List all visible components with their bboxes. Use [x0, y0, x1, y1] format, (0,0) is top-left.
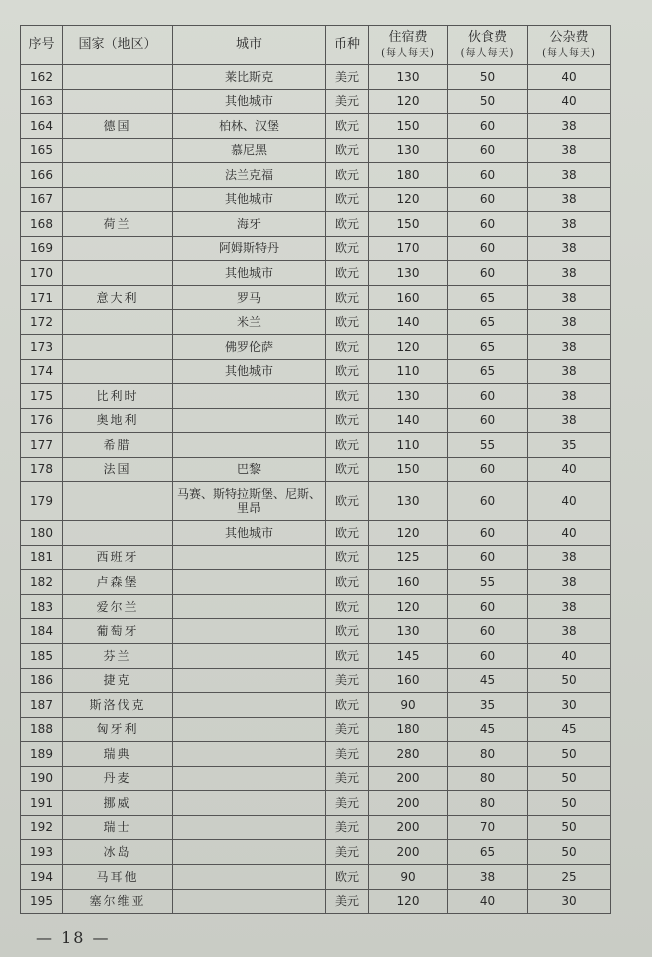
table-row: [21, 212, 611, 237]
header-food-sub: (每人每天): [460, 47, 515, 59]
city-cell: 其他城市: [173, 359, 326, 384]
lodging-cell: 145: [369, 644, 448, 669]
country-cell: 比利时: [63, 384, 173, 409]
city-cell: [173, 693, 326, 718]
city-cell: 其他城市: [173, 261, 326, 286]
country-cell: 丹麦: [63, 766, 173, 791]
city-cell: [173, 889, 326, 914]
food-cell: 60: [448, 384, 528, 409]
seq-cell: 178: [21, 457, 63, 482]
food-cell: 40: [448, 889, 528, 914]
table-row: [21, 187, 611, 212]
lodging-cell: 120: [369, 187, 448, 212]
header-food-label: 伙食费: [467, 30, 507, 46]
seq-cell: 166: [21, 163, 63, 188]
currency-cell: 欧元: [326, 408, 369, 433]
country-cell: 荷兰: [63, 212, 173, 237]
seq-cell: 162: [21, 65, 63, 90]
city-cell: 柏林、汉堡: [173, 114, 326, 139]
food-cell: 60: [448, 521, 528, 546]
currency-cell: 美元: [326, 668, 369, 693]
table-row: [21, 521, 611, 546]
country-cell: [63, 138, 173, 163]
lodging-cell: 130: [369, 65, 448, 90]
food-cell: 60: [448, 163, 528, 188]
country-cell: [63, 65, 173, 90]
header-country: 国家（地区）: [63, 26, 173, 65]
header-lodging: [369, 26, 448, 65]
food-cell: 80: [448, 742, 528, 767]
food-cell: 45: [448, 717, 528, 742]
misc-cell: 38: [528, 570, 611, 595]
table-row: [21, 408, 611, 433]
misc-cell: 25: [528, 864, 611, 889]
food-cell: 55: [448, 570, 528, 595]
currency-cell: 欧元: [326, 359, 369, 384]
seq-cell: 175: [21, 384, 63, 409]
city-cell: 米兰: [173, 310, 326, 335]
lodging-cell: 130: [369, 138, 448, 163]
header-seq: 序号: [21, 26, 63, 65]
country-cell: 西班牙: [63, 545, 173, 570]
seq-cell: 174: [21, 359, 63, 384]
seq-cell: 190: [21, 766, 63, 791]
food-cell: 60: [448, 236, 528, 261]
food-cell: 70: [448, 815, 528, 840]
lodging-cell: 200: [369, 840, 448, 865]
table-row: [21, 433, 611, 458]
misc-cell: 40: [528, 521, 611, 546]
currency-cell: 欧元: [326, 521, 369, 546]
seq-cell: 180: [21, 521, 63, 546]
table-row: [21, 889, 611, 914]
table-row: [21, 717, 611, 742]
table-row: [21, 644, 611, 669]
food-cell: 60: [448, 545, 528, 570]
table-row: [21, 163, 611, 188]
city-cell: 其他城市: [173, 187, 326, 212]
table-row: [21, 619, 611, 644]
city-cell: [173, 668, 326, 693]
table-row: [21, 742, 611, 767]
currency-cell: 欧元: [326, 261, 369, 286]
table-row: [21, 693, 611, 718]
seq-cell: 184: [21, 619, 63, 644]
lodging-cell: 130: [369, 619, 448, 644]
seq-cell: 177: [21, 433, 63, 458]
food-cell: 60: [448, 644, 528, 669]
seq-cell: 183: [21, 594, 63, 619]
table-row: [21, 114, 611, 139]
food-cell: 60: [448, 114, 528, 139]
country-cell: [63, 359, 173, 384]
city-cell: [173, 766, 326, 791]
seq-cell: 171: [21, 285, 63, 310]
country-cell: 挪威: [63, 791, 173, 816]
currency-cell: 欧元: [326, 335, 369, 360]
city-cell: [173, 742, 326, 767]
misc-cell: 38: [528, 163, 611, 188]
currency-cell: 欧元: [326, 644, 369, 669]
food-cell: 65: [448, 359, 528, 384]
table-row: [21, 236, 611, 261]
food-cell: 60: [448, 594, 528, 619]
city-cell: 罗马: [173, 285, 326, 310]
table-row: [21, 285, 611, 310]
currency-cell: 美元: [326, 65, 369, 90]
country-cell: [63, 482, 173, 521]
country-cell: [63, 521, 173, 546]
city-cell: 马赛、斯特拉斯堡、尼斯、里昂: [173, 482, 326, 521]
travel-allowance-table: [20, 25, 611, 914]
lodging-cell: 130: [369, 482, 448, 521]
seq-cell: 187: [21, 693, 63, 718]
currency-cell: 欧元: [326, 163, 369, 188]
food-cell: 60: [448, 261, 528, 286]
table-row: [21, 594, 611, 619]
lodging-cell: 150: [369, 114, 448, 139]
currency-cell: 欧元: [326, 457, 369, 482]
misc-cell: 38: [528, 359, 611, 384]
currency-cell: 欧元: [326, 594, 369, 619]
currency-cell: 欧元: [326, 864, 369, 889]
city-cell: [173, 545, 326, 570]
city-cell: [173, 644, 326, 669]
currency-cell: 美元: [326, 766, 369, 791]
currency-cell: 美元: [326, 89, 369, 114]
food-cell: 45: [448, 668, 528, 693]
country-cell: 奥地利: [63, 408, 173, 433]
city-cell: 佛罗伦萨: [173, 335, 326, 360]
country-cell: 斯洛伐克: [63, 693, 173, 718]
misc-cell: 30: [528, 889, 611, 914]
seq-cell: 165: [21, 138, 63, 163]
currency-cell: 美元: [326, 791, 369, 816]
food-cell: 80: [448, 791, 528, 816]
misc-cell: 38: [528, 335, 611, 360]
misc-cell: 38: [528, 310, 611, 335]
table-row: [21, 791, 611, 816]
table-row: [21, 359, 611, 384]
lodging-cell: 140: [369, 408, 448, 433]
country-cell: 意大利: [63, 285, 173, 310]
seq-cell: 191: [21, 791, 63, 816]
lodging-cell: 140: [369, 310, 448, 335]
table-row: [21, 65, 611, 90]
table-row: [21, 457, 611, 482]
city-cell: [173, 791, 326, 816]
country-cell: 法国: [63, 457, 173, 482]
country-cell: 葡萄牙: [63, 619, 173, 644]
lodging-cell: 120: [369, 89, 448, 114]
table-row: [21, 864, 611, 889]
currency-cell: 欧元: [326, 433, 369, 458]
country-cell: 塞尔维亚: [63, 889, 173, 914]
country-cell: 冰岛: [63, 840, 173, 865]
header-lodging-sub: (每人每天): [381, 47, 435, 59]
seq-cell: 169: [21, 236, 63, 261]
table-row: [21, 668, 611, 693]
seq-cell: 170: [21, 261, 63, 286]
misc-cell: 30: [528, 693, 611, 718]
seq-cell: 195: [21, 889, 63, 914]
country-cell: 瑞典: [63, 742, 173, 767]
misc-cell: 38: [528, 285, 611, 310]
country-cell: [63, 310, 173, 335]
city-cell: 阿姆斯特丹: [173, 236, 326, 261]
seq-cell: 176: [21, 408, 63, 433]
misc-cell: 40: [528, 65, 611, 90]
seq-cell: 186: [21, 668, 63, 693]
lodging-cell: 120: [369, 521, 448, 546]
table-row: [21, 138, 611, 163]
lodging-cell: 280: [369, 742, 448, 767]
misc-cell: 38: [528, 384, 611, 409]
food-cell: 60: [448, 457, 528, 482]
table-header-row: [21, 26, 611, 65]
city-cell: [173, 570, 326, 595]
city-cell: [173, 433, 326, 458]
seq-cell: 188: [21, 717, 63, 742]
currency-cell: 美元: [326, 742, 369, 767]
food-cell: 60: [448, 408, 528, 433]
food-cell: 80: [448, 766, 528, 791]
seq-cell: 181: [21, 545, 63, 570]
currency-cell: 美元: [326, 717, 369, 742]
misc-cell: 38: [528, 187, 611, 212]
food-cell: 60: [448, 187, 528, 212]
country-cell: 匈牙利: [63, 717, 173, 742]
country-cell: 卢森堡: [63, 570, 173, 595]
seq-cell: 182: [21, 570, 63, 595]
lodging-cell: 125: [369, 545, 448, 570]
table-row: [21, 335, 611, 360]
lodging-cell: 200: [369, 791, 448, 816]
header-misc: [528, 26, 611, 65]
seq-cell: 192: [21, 815, 63, 840]
currency-cell: 欧元: [326, 212, 369, 237]
currency-cell: 欧元: [326, 187, 369, 212]
currency-cell: 欧元: [326, 236, 369, 261]
misc-cell: 50: [528, 840, 611, 865]
currency-cell: 欧元: [326, 310, 369, 335]
lodging-cell: 180: [369, 163, 448, 188]
currency-cell: 欧元: [326, 482, 369, 521]
misc-cell: 50: [528, 766, 611, 791]
currency-cell: 美元: [326, 840, 369, 865]
country-cell: [63, 163, 173, 188]
currency-cell: 美元: [326, 815, 369, 840]
food-cell: 65: [448, 310, 528, 335]
food-cell: 60: [448, 482, 528, 521]
currency-cell: 欧元: [326, 384, 369, 409]
currency-cell: 欧元: [326, 619, 369, 644]
misc-cell: 40: [528, 644, 611, 669]
lodging-cell: 160: [369, 668, 448, 693]
city-cell: [173, 408, 326, 433]
misc-cell: 38: [528, 545, 611, 570]
currency-cell: 欧元: [326, 285, 369, 310]
misc-cell: 38: [528, 408, 611, 433]
city-cell: [173, 717, 326, 742]
table-row: [21, 570, 611, 595]
city-cell: [173, 864, 326, 889]
food-cell: 38: [448, 864, 528, 889]
misc-cell: 38: [528, 619, 611, 644]
table-row: [21, 545, 611, 570]
table-row: [21, 840, 611, 865]
lodging-cell: 160: [369, 285, 448, 310]
lodging-cell: 110: [369, 359, 448, 384]
food-cell: 60: [448, 619, 528, 644]
seq-cell: 173: [21, 335, 63, 360]
city-cell: 慕尼黑: [173, 138, 326, 163]
lodging-cell: 160: [369, 570, 448, 595]
misc-cell: 38: [528, 138, 611, 163]
lodging-cell: 120: [369, 889, 448, 914]
lodging-cell: 180: [369, 717, 448, 742]
table-row: [21, 482, 611, 521]
header-food: [448, 26, 528, 65]
misc-cell: 50: [528, 742, 611, 767]
misc-cell: 40: [528, 482, 611, 521]
city-cell: 其他城市: [173, 89, 326, 114]
currency-cell: 欧元: [326, 570, 369, 595]
city-cell: [173, 619, 326, 644]
table-row: [21, 89, 611, 114]
header-city: 城市: [173, 26, 326, 65]
table-row: [21, 261, 611, 286]
misc-cell: 40: [528, 457, 611, 482]
city-cell: [173, 815, 326, 840]
seq-cell: 189: [21, 742, 63, 767]
country-cell: [63, 236, 173, 261]
food-cell: 65: [448, 285, 528, 310]
header-lodging-label: 住宿费: [388, 30, 428, 46]
misc-cell: 50: [528, 815, 611, 840]
lodging-cell: 130: [369, 261, 448, 286]
country-cell: [63, 89, 173, 114]
table-row: [21, 766, 611, 791]
misc-cell: 35: [528, 433, 611, 458]
seq-cell: 194: [21, 864, 63, 889]
country-cell: 瑞士: [63, 815, 173, 840]
currency-cell: 欧元: [326, 114, 369, 139]
food-cell: 60: [448, 138, 528, 163]
misc-cell: 38: [528, 236, 611, 261]
food-cell: 50: [448, 65, 528, 90]
city-cell: [173, 384, 326, 409]
table-body: [21, 65, 611, 914]
lodging-cell: 120: [369, 594, 448, 619]
lodging-cell: 200: [369, 766, 448, 791]
city-cell: 莱比斯克: [173, 65, 326, 90]
misc-cell: 50: [528, 668, 611, 693]
food-cell: 35: [448, 693, 528, 718]
city-cell: 法兰克福: [173, 163, 326, 188]
food-cell: 65: [448, 335, 528, 360]
currency-cell: 欧元: [326, 138, 369, 163]
misc-cell: 38: [528, 261, 611, 286]
table-row: [21, 815, 611, 840]
seq-cell: 167: [21, 187, 63, 212]
currency-cell: 美元: [326, 889, 369, 914]
header-misc-sub: (每人每天): [542, 47, 596, 59]
seq-cell: 163: [21, 89, 63, 114]
seq-cell: 168: [21, 212, 63, 237]
lodging-cell: 90: [369, 693, 448, 718]
country-cell: [63, 335, 173, 360]
country-cell: [63, 261, 173, 286]
food-cell: 65: [448, 840, 528, 865]
currency-cell: 欧元: [326, 693, 369, 718]
country-cell: [63, 187, 173, 212]
city-cell: 其他城市: [173, 521, 326, 546]
table-row: [21, 384, 611, 409]
country-cell: 德国: [63, 114, 173, 139]
misc-cell: 38: [528, 114, 611, 139]
currency-cell: 欧元: [326, 545, 369, 570]
lodging-cell: 120: [369, 335, 448, 360]
lodging-cell: 90: [369, 864, 448, 889]
header-currency: 币种: [326, 26, 369, 65]
food-cell: 50: [448, 89, 528, 114]
table-row: [21, 310, 611, 335]
country-cell: 芬兰: [63, 644, 173, 669]
lodging-cell: 130: [369, 384, 448, 409]
seq-cell: 164: [21, 114, 63, 139]
food-cell: 55: [448, 433, 528, 458]
lodging-cell: 110: [369, 433, 448, 458]
misc-cell: 38: [528, 594, 611, 619]
city-cell: [173, 594, 326, 619]
lodging-cell: 150: [369, 212, 448, 237]
food-cell: 60: [448, 212, 528, 237]
seq-cell: 193: [21, 840, 63, 865]
city-cell: 海牙: [173, 212, 326, 237]
country-cell: 爱尔兰: [63, 594, 173, 619]
country-cell: 马耳他: [63, 864, 173, 889]
misc-cell: 40: [528, 89, 611, 114]
page-number: — 18 —: [36, 928, 111, 947]
seq-cell: 179: [21, 482, 63, 521]
misc-cell: 45: [528, 717, 611, 742]
lodging-cell: 170: [369, 236, 448, 261]
header-misc-label: 公杂费: [549, 30, 589, 46]
country-cell: 捷克: [63, 668, 173, 693]
seq-cell: 185: [21, 644, 63, 669]
city-cell: 巴黎: [173, 457, 326, 482]
misc-cell: 50: [528, 791, 611, 816]
seq-cell: 172: [21, 310, 63, 335]
misc-cell: 38: [528, 212, 611, 237]
city-cell: [173, 840, 326, 865]
country-cell: 希腊: [63, 433, 173, 458]
lodging-cell: 200: [369, 815, 448, 840]
lodging-cell: 150: [369, 457, 448, 482]
